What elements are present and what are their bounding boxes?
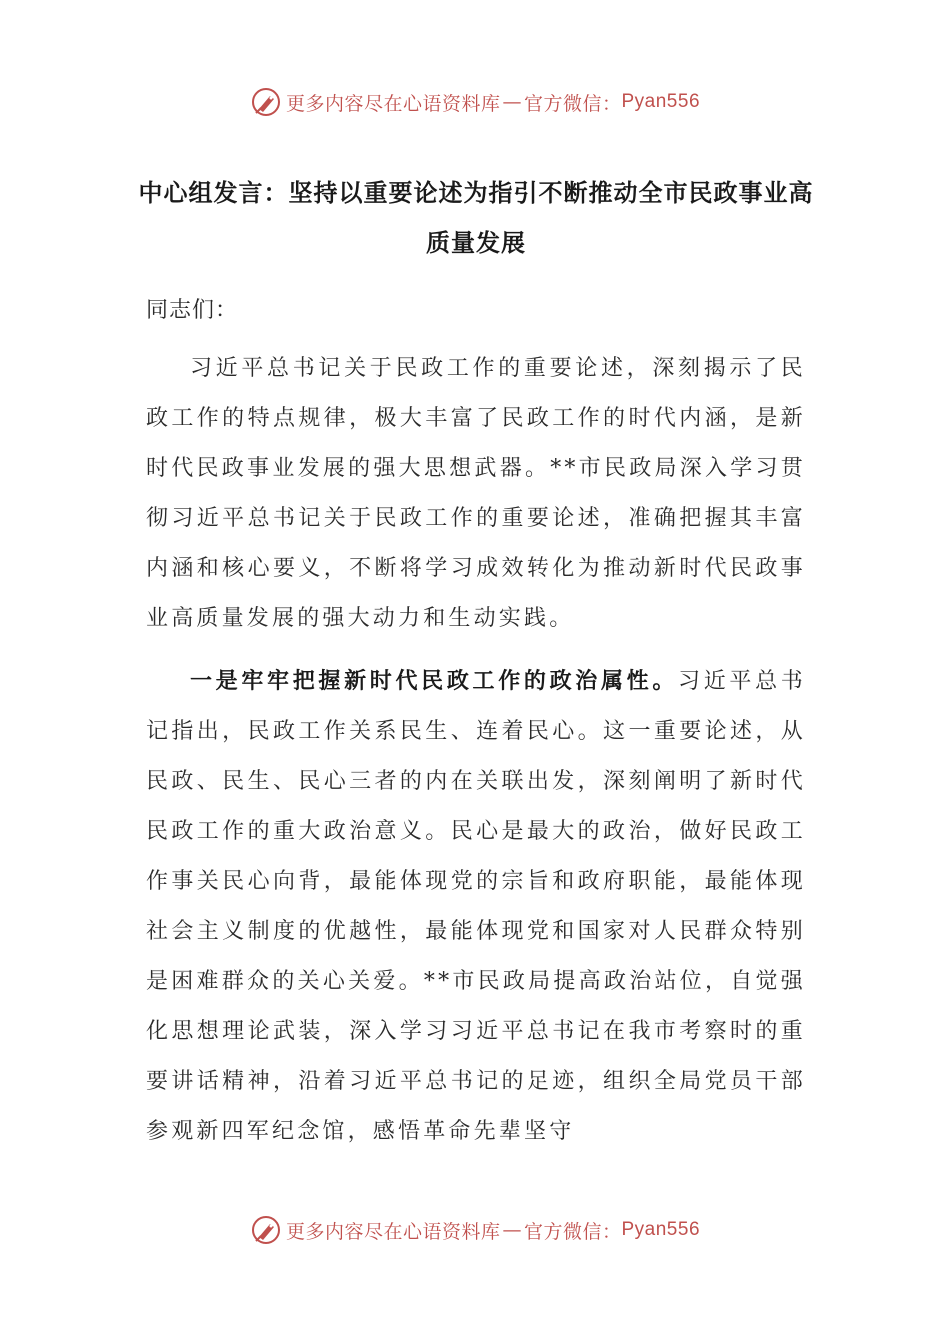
header-banner [0,82,950,122]
banner-wechat-label: 官方微信： [523,1220,622,1243]
banner-site-text: 更多内容尽在心语资料库 [285,1220,501,1243]
footer-banner [0,1210,950,1250]
document-title: 中心组发言：坚持以重要论述为指引不断推动全市民政事业高质量发展 [138,178,814,257]
pen-nib-logo-icon [250,1214,282,1246]
point-one-heading: 一是牢牢把握新时代民政工作的政治属性。 [190,668,679,694]
banner-wechat-label: 官方微信： [523,92,622,115]
banner-separator: — [502,91,522,113]
paragraph-point-one [146,656,806,1157]
pen-nib-logo-icon [250,86,282,118]
point-one-body: 习近平总书记指出，民政工作关系民生、连着民心。这一重要论述，从民政、民生、民心三者的内在关联出发，深刻阐明了新时代民政工作的重大政治意义。民心是最大的政治，做好民政工作事关民心向背，最能体现党的宗旨和政府职能，最能体现社会主义制度的优越性，最能体现党和国家对人民群众特别是困难群众的关心关爱。**市民政局提高政治站位，自觉强化思想理论武装，深入学习习近平总书记在我市考察时的重要讲话精神，沿着习近平总书记的足迹，组织全局党员干部参观新四军纪念馆，感悟革命先辈坚守 [146,669,806,1144]
paragraph-intro: 习近平总书记关于民政工作的重要论述，深刻揭示了民政工作的特点规律，极大丰富了民政工作的时代内涵，是新时代民政事业发展的强大思想武器。**市民政局深入学习贯彻习近平总书记关于民政工作的重要论述，准确把握其丰富内涵和核心要义，不断将学习成效转化为推动新时代民政事业高质量发展的强大动力和生动实践。 [146,356,806,631]
banner-separator: — [502,1219,522,1241]
banner-wechat-id: Pyan556 [621,1219,701,1240]
banner-wechat-id: Pyan556 [621,91,701,112]
banner-site-text: 更多内容尽在心语资料库 [285,92,501,115]
document-body [138,168,814,1157]
salutation: 同志们： [146,298,239,323]
